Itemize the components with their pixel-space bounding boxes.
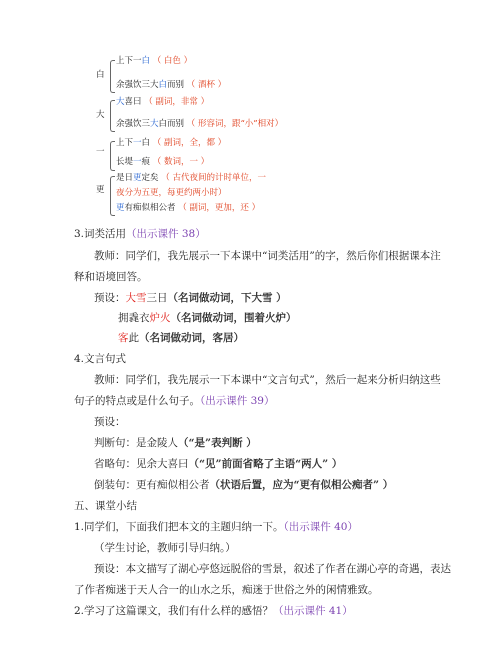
preset-row: 省略句：见余大喜曰（“见”前面省略了主语“两人” ） [94,458,343,470]
group-char-geng: 更 [96,185,105,195]
usage-line: 余强饮三大白而别 （ 酒杯 ） [116,80,227,90]
group-char-yi: 一 [96,147,105,157]
preset-row: 判断句：是金陵人（“是”表判断 ） [94,437,257,449]
usage-line: 上下一白 （ 白色 ） [116,56,193,66]
teacher-text: 教师：同学们，我先展示一下本课中“词类活用”的字，然后你们根据课本注 [94,250,441,262]
courseware-link[interactable]: （出示课件 39） [200,395,275,407]
section-heading-3: 3.词类活用（出示课件 38） [74,228,206,240]
teacher-text: 句子的特点或是什么句子。（出示课件 39） [74,395,275,407]
usage-line: 上下一白 （ 副词，全，都 ） [116,138,227,148]
section-heading-4: 4.文言句式 [74,353,127,365]
brace [110,176,115,216]
usage-line: 余强饮三大白而别 （ 形容词，跟“小”相对） [116,119,284,129]
discussion-note: （学生讨论，教师引导归纳。） [94,542,236,554]
teacher-text: 教师：同学们，我先展示一下本课中“文言句式”，然后一起来分析归纳这些 [94,374,441,386]
preset-label: 预设： [94,416,126,428]
preset-row: 拥毳衣炉火（名词做动词，围着火炉） [118,312,297,324]
usage-note-continued: 夜分为五更，每更约两小时） [116,188,227,198]
summary-item-2: 2.学习了这篇课文，我们有什么样的感悟？（出示课件 41） [74,605,353,617]
brace [110,100,115,132]
brace [110,141,115,171]
preset-paragraph: 预设：本文描写了湖心亭悠远脱俗的雪景，叙述了作者在湖心亭的奇遇，表达 [94,563,451,575]
courseware-link[interactable]: （出示课件 41） [273,605,353,617]
group-char-bai: 白 [96,70,105,80]
group-char-da: 大 [96,110,105,120]
preset-paragraph: 了作者痴迷于天人合一的山水之乐，痴迷于世俗之外的闲情雅致。 [74,584,379,596]
teacher-text: 释和语境回答。 [74,271,148,283]
courseware-link[interactable]: （出示课件 38） [126,228,206,240]
preset-row: 倒装句：更有痴似相公者（状语后置，应为“更有似相公痴者” ） [94,479,394,491]
courseware-link[interactable]: （出示课件 40） [283,521,358,533]
usage-line: 大喜曰 （ 副词，非常 ） [116,97,210,107]
usage-line: 长堤一痕 （ 数词，一 ） [116,157,210,167]
brace [110,60,115,93]
preset-row: 预设：大雪三日（名词做动词，下大雪 ） [94,292,287,304]
usage-line: 更有痴似相公者 （ 副词，更加，还 ） [116,203,261,213]
section-heading-5: 五、课堂小结 [74,500,137,512]
usage-line: 是日更定矣 （ 古代夜间的计时单位，一 [116,173,266,183]
preset-row: 客此（名词做动词，客居） [118,332,244,344]
summary-item-1: 1.同学们，下面我们把本文的主题归纳一下。（出示课件 40） [74,521,358,533]
